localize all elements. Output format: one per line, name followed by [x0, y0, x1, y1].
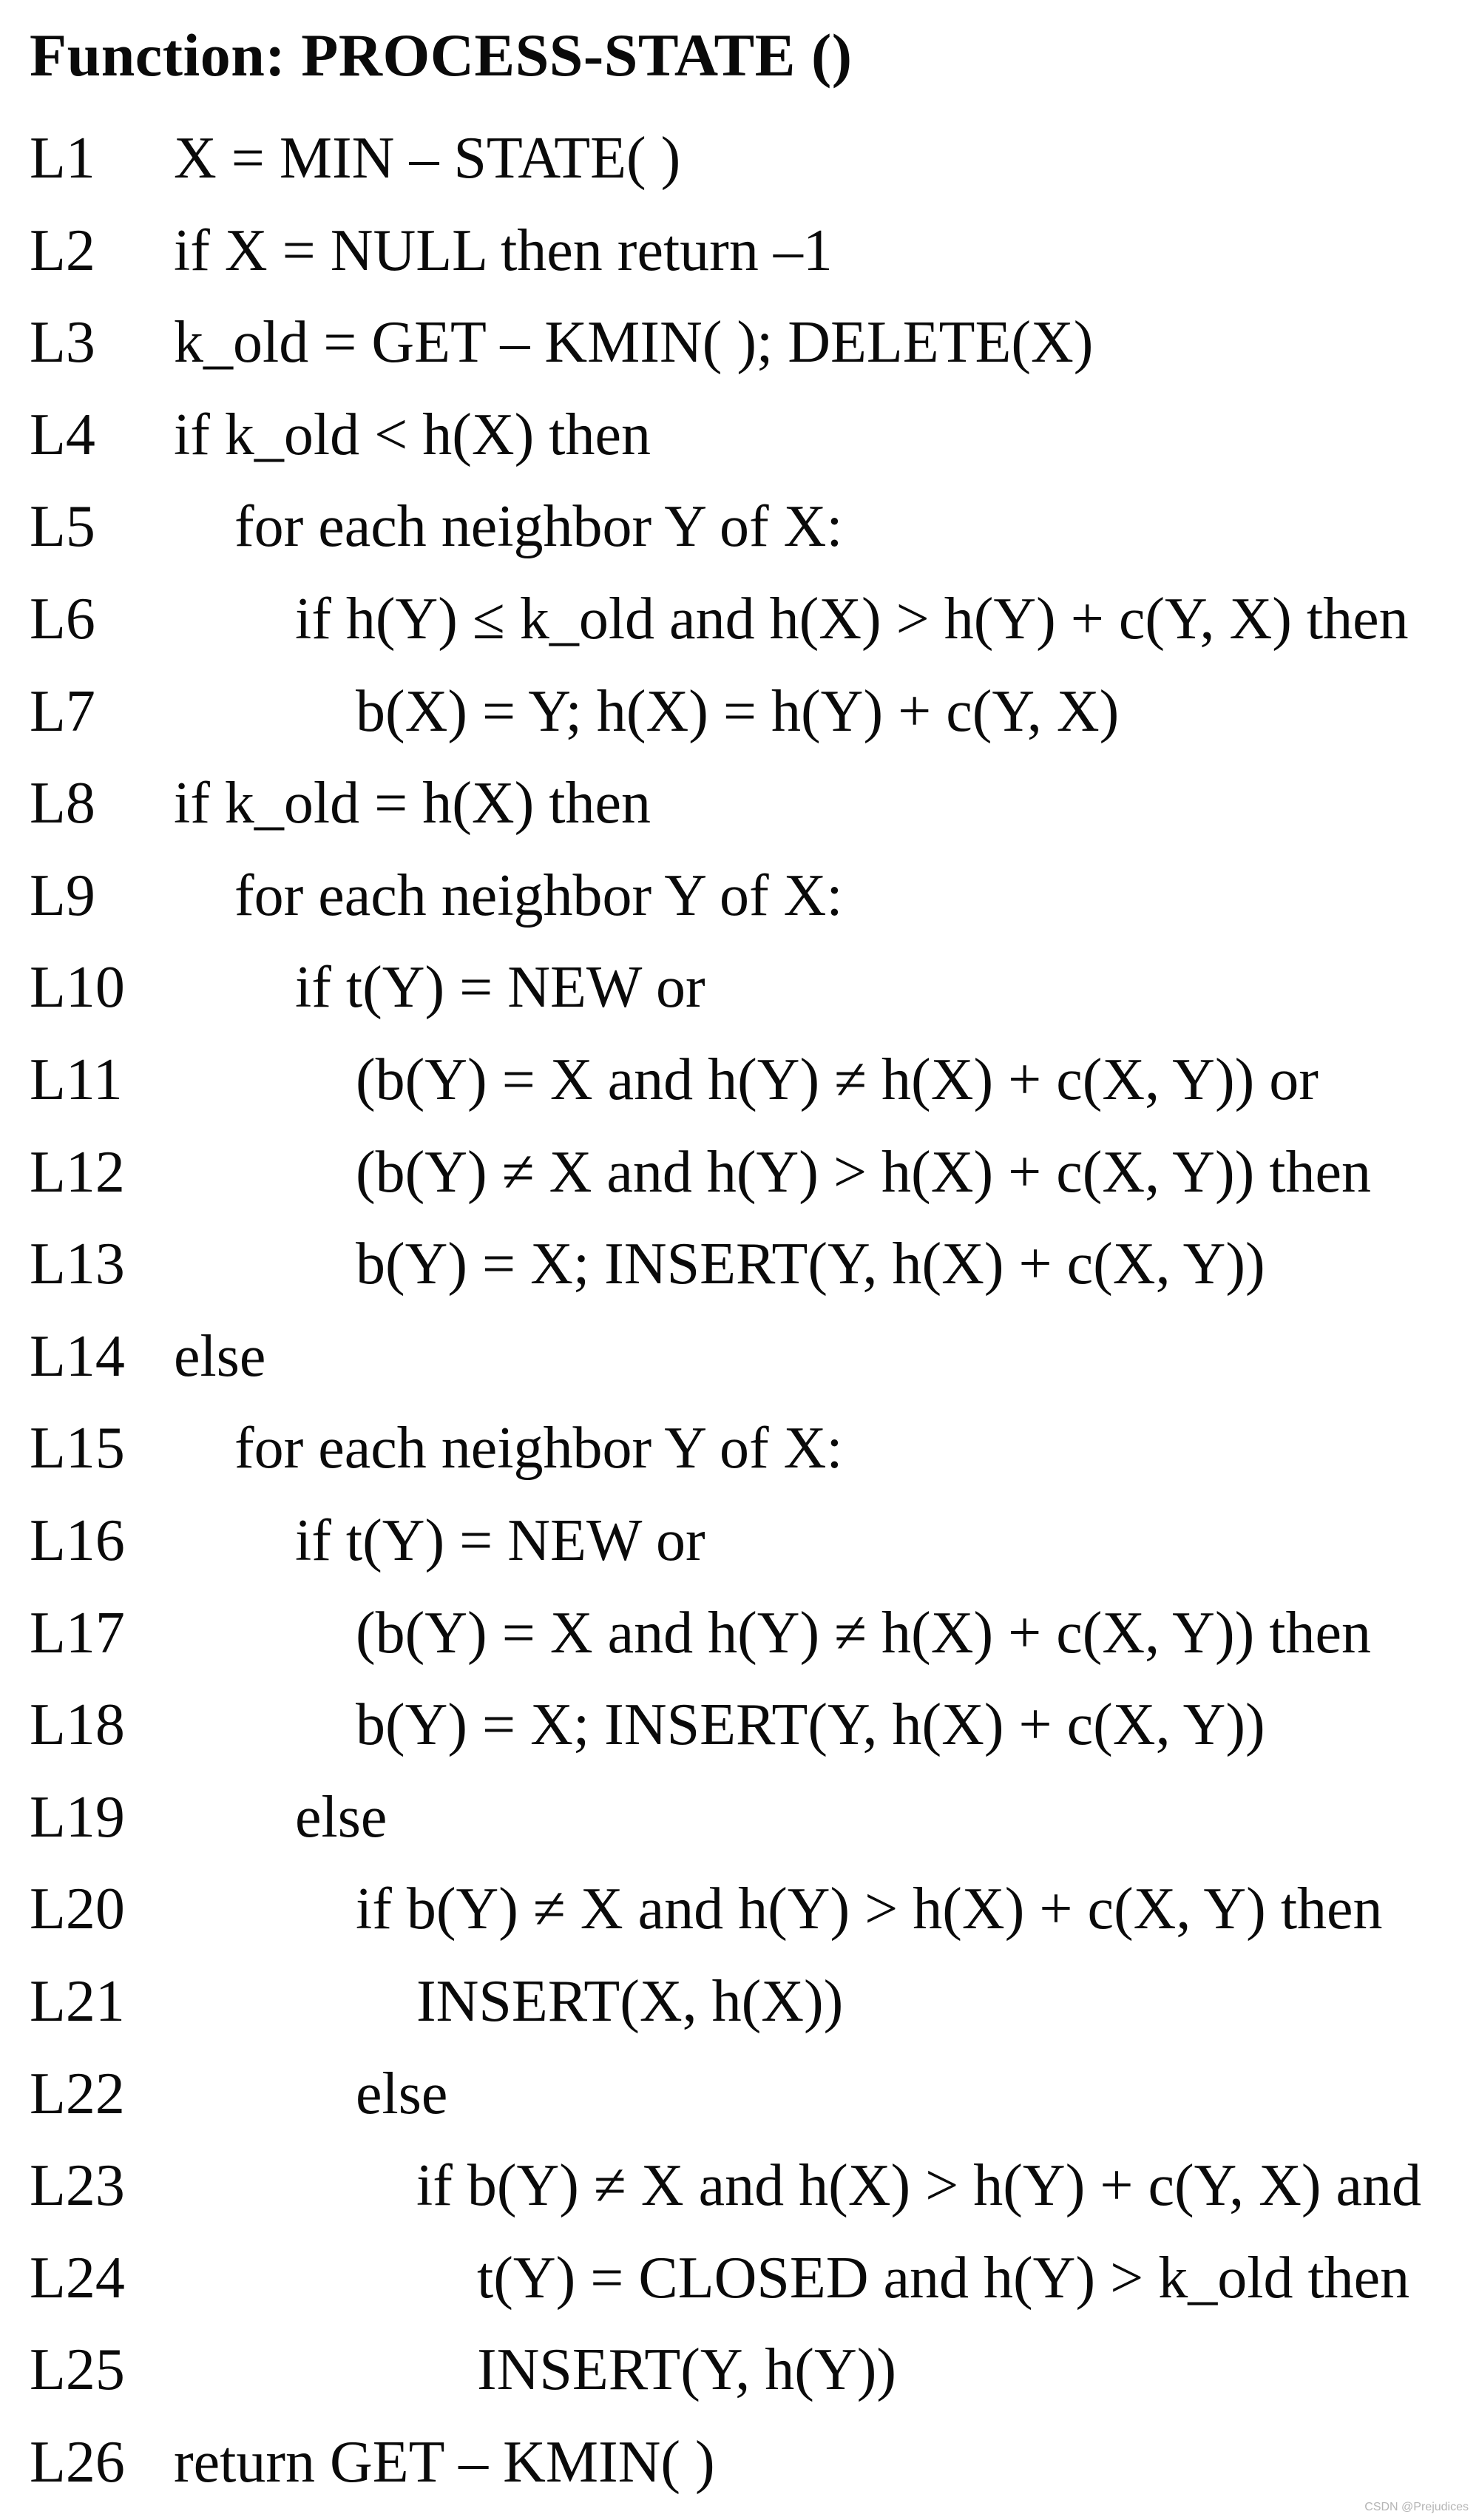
line-number: L4 [30, 402, 95, 467]
line-code: else [174, 1323, 266, 1389]
code-line [0, 2241, 1479, 2333]
line-number: L22 [30, 2061, 125, 2127]
line-code: for each neighbor Y of X: [234, 494, 843, 560]
line-code: INSERT(Y, h(Y)) [477, 2337, 896, 2403]
line-code: b(Y) = X; INSERT(Y, h(X) + c(X, Y)) [356, 1692, 1265, 1758]
code-line [0, 1596, 1479, 1688]
line-code: b(X) = Y; h(X) = h(Y) + c(Y, X) [356, 678, 1120, 744]
line-code: t(Y) = CLOSED and h(Y) > k_old then [477, 2245, 1410, 2311]
code-line [0, 1688, 1479, 1780]
line-code: if b(Y) ≠ X and h(Y) > h(X) + c(X, Y) then [356, 1877, 1383, 1942]
line-code: (b(Y) = X and h(Y) ≠ h(X) + c(X, Y)) or [356, 1047, 1319, 1112]
code-line [0, 1872, 1479, 1964]
line-number: L20 [30, 1877, 125, 1942]
line-number: L26 [30, 2430, 125, 2495]
line-number: L23 [30, 2153, 125, 2219]
code-line [0, 1043, 1479, 1135]
line-code: else [295, 1784, 387, 1850]
code-line [0, 305, 1479, 397]
line-code: for each neighbor Y of X: [234, 1416, 843, 1482]
line-number: L13 [30, 1232, 125, 1297]
line-number: L25 [30, 2337, 125, 2403]
code-line [0, 490, 1479, 581]
code-line [0, 398, 1479, 490]
line-code: if h(Y) ≤ k_old and h(X) > h(Y) + c(Y, X) then [295, 587, 1409, 652]
code-line [0, 1780, 1479, 1872]
line-code: INSERT(X, h(X)) [416, 1969, 844, 2034]
line-code: b(Y) = X; INSERT(Y, h(X) + c(X, Y)) [356, 1232, 1265, 1297]
line-number: L19 [30, 1784, 125, 1850]
line-number: L3 [30, 310, 95, 376]
line-number: L7 [30, 678, 95, 744]
code-line [0, 1135, 1479, 1227]
code-line [0, 766, 1479, 858]
line-code: X = MIN – STATE( ) [174, 126, 681, 191]
line-code: if k_old < h(X) then [174, 402, 651, 467]
line-number: L21 [30, 1969, 125, 2034]
line-code: if t(Y) = NEW or [295, 1508, 705, 1573]
line-number: L18 [30, 1692, 125, 1758]
code-line [0, 121, 1479, 213]
line-number: L24 [30, 2245, 125, 2311]
watermark: CSDN @Prejudices [1364, 2501, 1469, 2513]
code-line [0, 582, 1479, 674]
code-line [0, 2149, 1479, 2240]
code-line [0, 214, 1479, 305]
line-code: (b(Y) = X and h(Y) ≠ h(X) + c(X, Y)) then [356, 1600, 1371, 1666]
code-line [0, 2057, 1479, 2149]
line-number: L14 [30, 1323, 125, 1389]
line-number: L11 [30, 1047, 123, 1112]
code-line [0, 675, 1479, 766]
code-line [0, 1411, 1479, 1503]
line-number: L16 [30, 1508, 125, 1573]
line-number: L9 [30, 862, 95, 928]
line-number: L1 [30, 126, 95, 191]
line-number: L8 [30, 771, 95, 837]
line-code: if t(Y) = NEW or [295, 955, 705, 1021]
line-number: L10 [30, 955, 125, 1021]
code-line [0, 1320, 1479, 1411]
line-code: if b(Y) ≠ X and h(X) > h(Y) + c(Y, X) and [416, 2153, 1421, 2219]
line-number: L5 [30, 494, 95, 560]
code-line [0, 1965, 1479, 2056]
code-line [0, 859, 1479, 950]
code-line [0, 1227, 1479, 1319]
line-number: L17 [30, 1600, 125, 1666]
line-code: if k_old = h(X) then [174, 771, 651, 837]
line-code: (b(Y) ≠ X and h(Y) > h(X) + c(X, Y)) then [356, 1139, 1371, 1205]
line-number: L12 [30, 1139, 125, 1205]
code-line [0, 950, 1479, 1042]
line-number: L6 [30, 587, 95, 652]
function-title: Function: PROCESS-STATE () [30, 21, 853, 89]
line-number: L2 [30, 217, 95, 283]
code-line [0, 2425, 1479, 2517]
line-code: else [356, 2061, 448, 2127]
line-number: L15 [30, 1416, 125, 1482]
code-line [0, 2333, 1479, 2425]
code-line [0, 1504, 1479, 1595]
line-code: return GET – KMIN( ) [174, 2430, 715, 2495]
line-code: if X = NULL then return –1 [174, 217, 833, 283]
line-code: for each neighbor Y of X: [234, 862, 843, 928]
line-code: k_old = GET – KMIN( ); DELETE(X) [174, 310, 1094, 376]
